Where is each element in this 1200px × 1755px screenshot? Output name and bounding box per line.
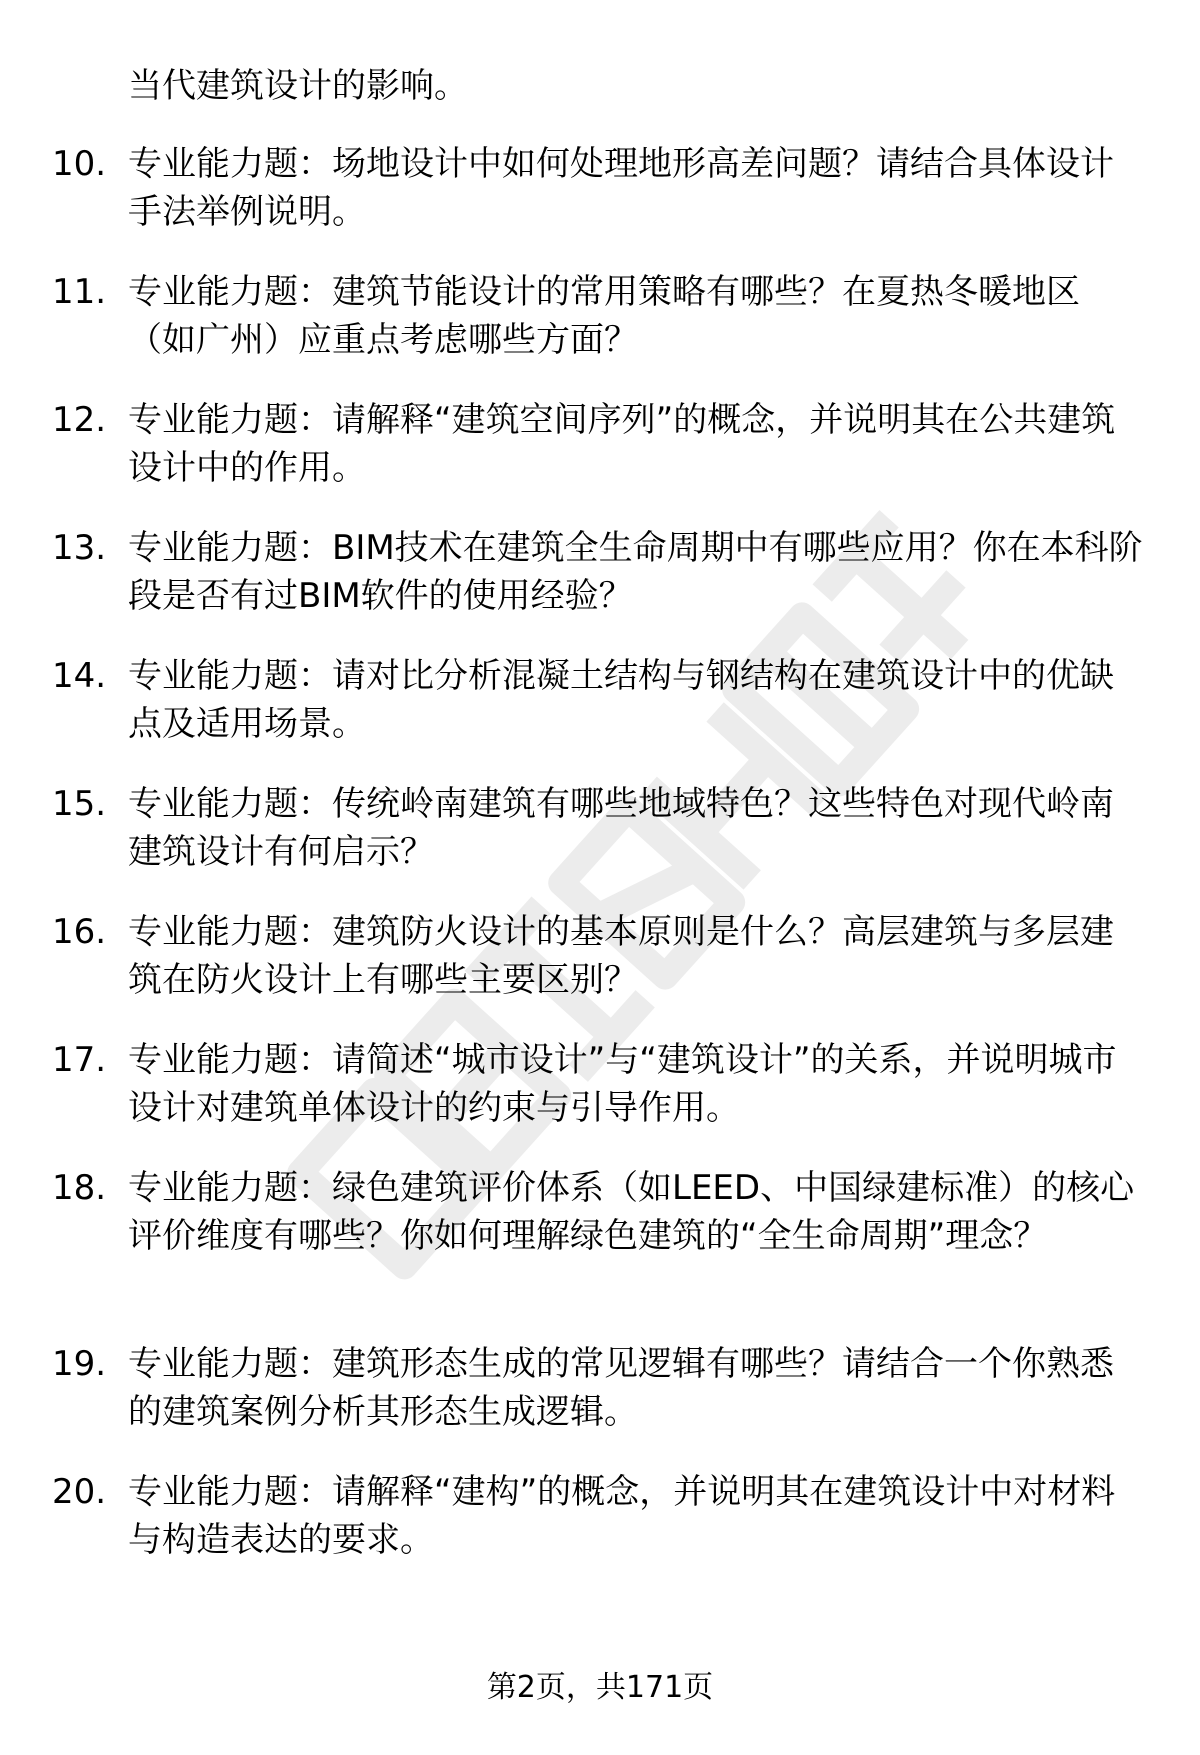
item-number: 14. bbox=[52, 656, 107, 696]
item-text: 专业能力题：请简述“城市设计”与“建筑设计”的关系，并说明城市设计对建筑单体设计的约束与引导作用。 bbox=[128, 1040, 1117, 1128]
item-text: 专业能力题：建筑节能设计的常用策略有哪些？在夏热冬暖地区（如广州）应重点考虑哪些方面？ bbox=[128, 272, 1080, 360]
list-item bbox=[0, 1036, 1200, 1164]
list-item bbox=[0, 396, 1200, 524]
item-text: 专业能力题：BIM技术在建筑全生命周期中有哪些应用？你在本科阶段是否有过BIM软件的使用经验？ bbox=[128, 528, 1143, 616]
list-item bbox=[0, 908, 1200, 1036]
list-item bbox=[0, 524, 1200, 652]
item-number: 18. bbox=[52, 1168, 107, 1208]
list-item bbox=[0, 140, 1200, 268]
list-item bbox=[0, 780, 1200, 908]
item-number: 17. bbox=[52, 1040, 107, 1080]
item-number: 19. bbox=[52, 1344, 107, 1384]
continuation-text: 当代建筑设计的影响。 bbox=[128, 66, 468, 106]
item-number: 13. bbox=[52, 528, 107, 568]
item-number: 16. bbox=[52, 912, 107, 952]
item-text: 专业能力题：请对比分析混凝土结构与钢结构在建筑设计中的优缺点及适用场景。 bbox=[128, 656, 1114, 744]
item-text: 专业能力题：绿色建筑评价体系（如LEED、中国绿建标准）的核心评价维度有哪些？你如何理解绿色建筑的“全生命周期”理念？ bbox=[128, 1168, 1135, 1256]
question-list bbox=[0, 140, 1200, 1596]
item-number: 15. bbox=[52, 784, 107, 824]
item-number: 11. bbox=[52, 272, 107, 312]
item-text: 专业能力题：请解释“建构”的概念，并说明其在建筑设计中对材料与构造表达的要求。 bbox=[128, 1472, 1116, 1560]
item-text: 专业能力题：建筑形态生成的常见逻辑有哪些？请结合一个你熟悉的建筑案例分析其形态生成逻辑。 bbox=[128, 1344, 1114, 1432]
page-footer: 第2页，共171页 bbox=[486, 1670, 714, 1705]
list-item bbox=[0, 1468, 1200, 1596]
item-number: 12. bbox=[52, 400, 107, 440]
list-item bbox=[0, 268, 1200, 396]
item-number: 10. bbox=[52, 144, 107, 184]
item-number: 20. bbox=[52, 1472, 107, 1512]
item-text: 专业能力题：请解释“建筑空间序列”的概念，并说明其在公共建筑设计中的作用。 bbox=[128, 400, 1116, 488]
list-item bbox=[0, 1340, 1200, 1468]
item-text: 专业能力题：场地设计中如何处理地形高差问题？请结合具体设计手法举例说明。 bbox=[128, 144, 1114, 232]
list-item bbox=[0, 652, 1200, 780]
list-item bbox=[0, 1164, 1200, 1340]
item-text: 专业能力题：建筑防火设计的基本原则是什么？高层建筑与多层建筑在防火设计上有哪些主要区别？ bbox=[128, 912, 1114, 1000]
item-text: 专业能力题：传统岭南建筑有哪些地域特色？这些特色对现代岭南建筑设计有何启示？ bbox=[128, 784, 1114, 872]
